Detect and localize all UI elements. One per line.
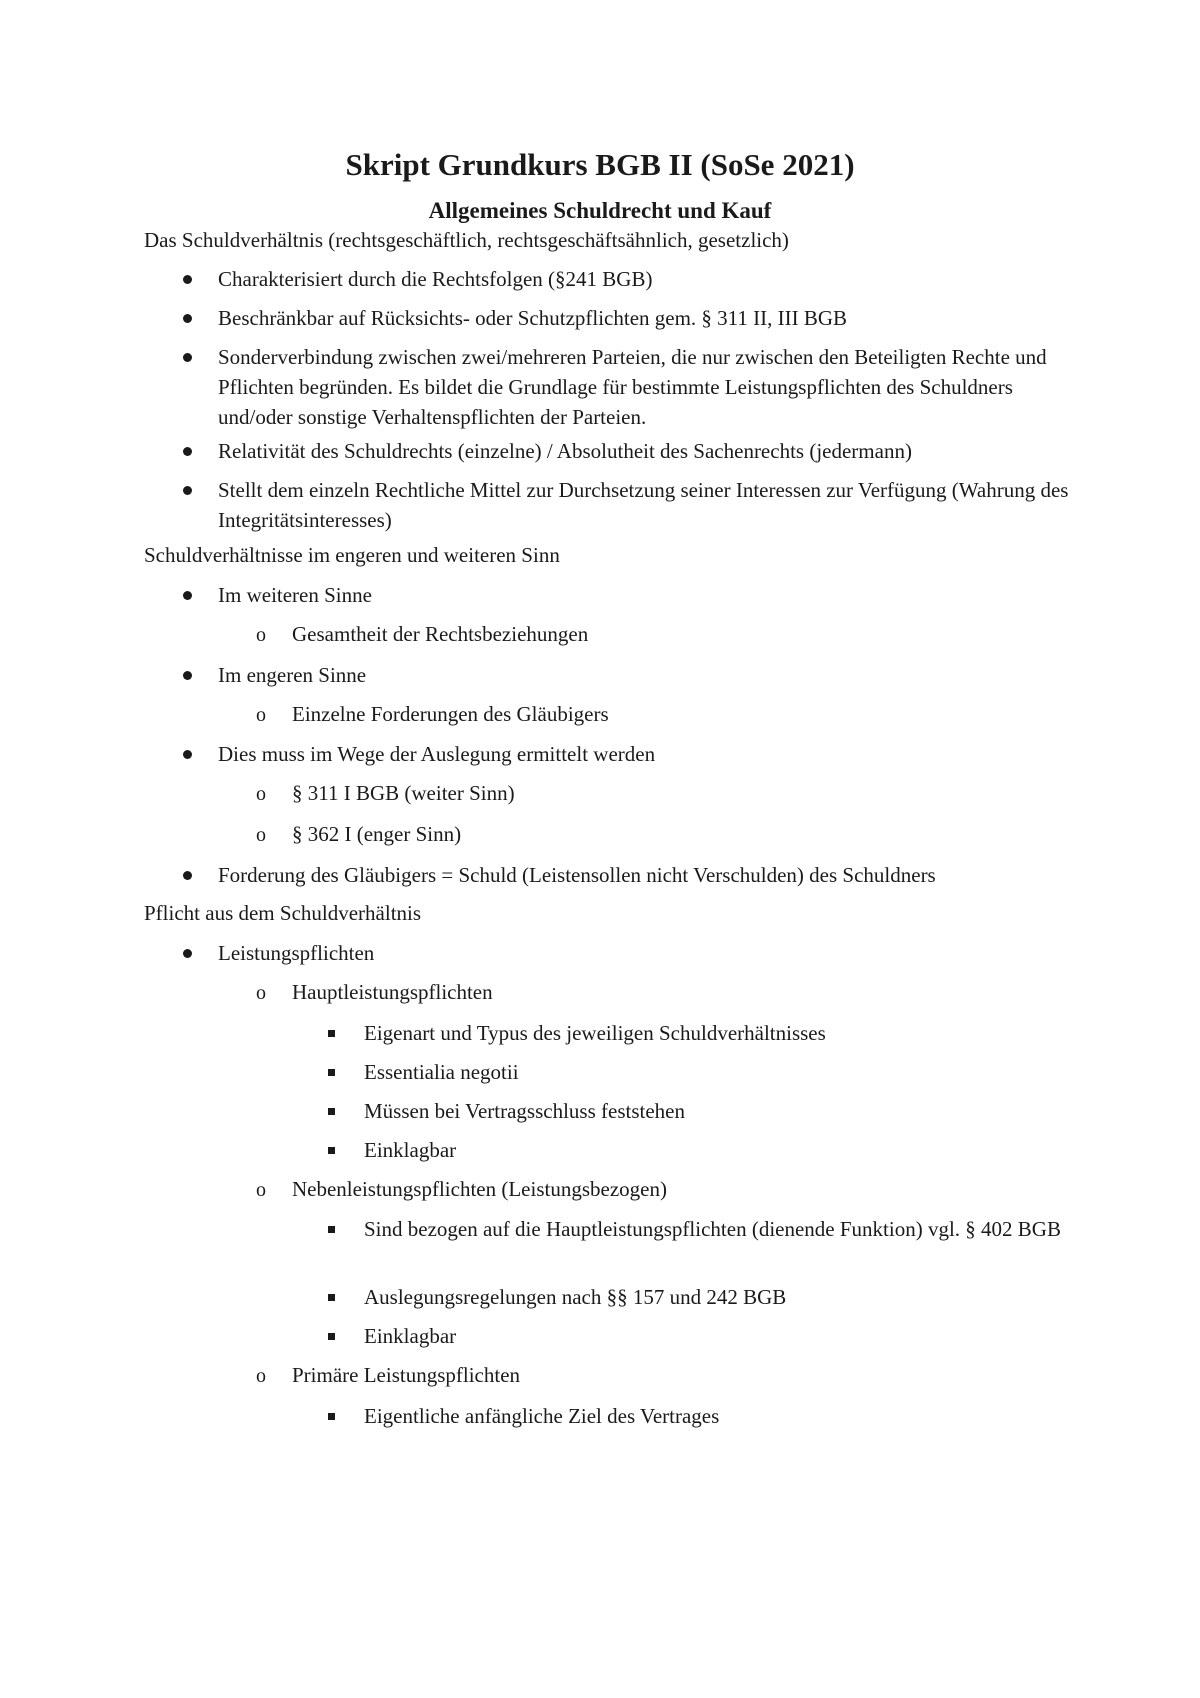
bullet-circle-icon: o: [256, 824, 266, 846]
bullet-dot-icon: [183, 303, 192, 333]
bullet-square-icon: [328, 1282, 335, 1312]
list-item: Sind bezogen auf die Hauptleistungspflichten (dienende Funktion) vgl. § 402 BGB: [364, 1217, 1061, 1241]
bullet-square-icon: [328, 1057, 335, 1087]
list-item: Im engeren Sinne: [218, 663, 367, 687]
bullet-dot-icon: [183, 264, 192, 294]
bullet-circle-icon: o: [256, 624, 266, 646]
bullet-dot-icon: [183, 860, 192, 890]
bullet-circle-icon: o: [256, 982, 266, 1004]
list-item: § 311 I BGB (weiter Sinn): [292, 781, 515, 805]
bullet-dot-icon: [183, 660, 192, 690]
bullet-dot-icon: [183, 475, 192, 505]
list-item: Leistungspflichten: [218, 941, 375, 965]
list-item: Beschränkbar auf Rücksichts- oder Schutzpflichten gem. § 311 II, III BGB: [218, 306, 848, 330]
list-item: Hauptleistungspflichten: [292, 980, 493, 1004]
bullet-square-icon: [328, 1401, 335, 1431]
document-subtitle: Allgemeines Schuldrecht und Kauf: [428, 198, 772, 223]
bullet-square-icon: [328, 1214, 335, 1244]
section-heading: Pflicht aus dem Schuldverhältnis: [144, 901, 422, 925]
list-item: Müssen bei Vertragsschluss feststehen: [364, 1099, 685, 1123]
bullet-dot-icon: [183, 739, 192, 769]
section-heading: Schuldverhältnisse im engeren und weiteren Sinn: [144, 543, 560, 567]
list-item: Forderung des Gläubigers = Schuld (Leistensollen nicht Verschulden) des Schuldners: [218, 863, 936, 887]
list-item: Sonderverbindung zwischen zwei/mehreren Parteien, die nur zwischen den Beteiligten Rechte und Pflichten begründen. Es bildet die Grundlage für bestimmte Leistungspflichten des Schuldners und/oder sonstige Verhaltenspflichten der Parteien.: [218, 345, 1047, 429]
bullet-square-icon: [328, 1096, 335, 1126]
document-title: Skript Grundkurs BGB II (SoSe 2021): [345, 147, 855, 182]
list-item: Primäre Leistungspflichten: [292, 1363, 521, 1387]
list-item: Dies muss im Wege der Auslegung ermittelt werden: [218, 742, 656, 766]
list-item: Nebenleistungspflichten (Leistungsbezogen): [292, 1177, 667, 1201]
bullet-dot-icon: [183, 938, 192, 968]
list-item: Gesamtheit der Rechtsbeziehungen: [292, 622, 589, 646]
list-item: Eigentliche anfängliche Ziel des Vertrages: [364, 1404, 720, 1428]
bullet-dot-icon: [183, 580, 192, 610]
list-item: § 362 I (enger Sinn): [292, 822, 462, 846]
list-item: Im weiteren Sinne: [218, 583, 372, 607]
list-item: Einklagbar: [364, 1324, 457, 1348]
list-item: Auslegungsregelungen nach §§ 157 und 242 BGB: [364, 1285, 787, 1309]
bullet-square-icon: [328, 1018, 335, 1048]
bullet-circle-icon: o: [256, 1179, 266, 1201]
bullet-circle-icon: o: [256, 1365, 266, 1387]
bullet-circle-icon: o: [256, 704, 266, 726]
list-item: Relativität des Schuldrechts (einzelne) / Absolutheit des Sachenrechts (jedermann): [218, 439, 912, 463]
list-item: Charakterisiert durch die Rechtsfolgen (§241 BGB): [218, 267, 653, 291]
bullet-dot-icon: [183, 436, 192, 466]
list-item: Stellt dem einzeln Rechtliche Mittel zur Durchsetzung seiner Interessen zur Verfügung (Wahrung des Integritätsinteresses): [218, 478, 1069, 532]
bullet-circle-icon: o: [256, 783, 266, 805]
bullet-square-icon: [328, 1135, 335, 1165]
list-item: Eigenart und Typus des jeweiligen Schuldverhältnisses: [364, 1021, 826, 1045]
list-item: Einklagbar: [364, 1138, 457, 1162]
list-item: Einzelne Forderungen des Gläubigers: [292, 702, 609, 726]
section-heading: Das Schuldverhältnis (rechtsgeschäftlich, rechtsgeschäftsähnlich, gesetzlich): [144, 228, 789, 252]
list-item: Essentialia negotii: [364, 1060, 519, 1084]
bullet-square-icon: [328, 1321, 335, 1351]
bullet-dot-icon: [183, 342, 192, 372]
